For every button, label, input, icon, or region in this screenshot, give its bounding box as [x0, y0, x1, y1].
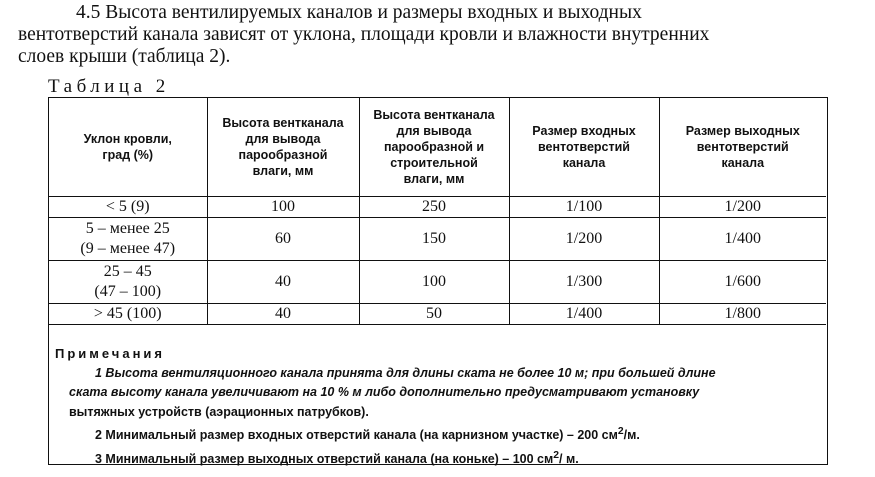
intro-line-3: слоев крыши (таблица 2).: [18, 46, 231, 67]
cell-inlet: 1/400: [509, 304, 659, 325]
table-row: [49, 218, 826, 261]
cell-slope: 5 – менее 25 (9 – менее 47): [49, 218, 207, 261]
note-1-line-1: 1 Высота вентиляционного канала принята для длины ската не более 10 м; при большей длине: [95, 365, 716, 380]
cell-height-vapor: 100: [207, 197, 359, 218]
note-3: 3 Минимальный размер выходных отверстий канала (на коньке) – 100 $см^2/$ м.: [95, 449, 579, 466]
note-1-line-3: вытяжных устройств (аэрационных патрубков).: [69, 404, 369, 419]
cell-height-vapor: 40: [207, 261, 359, 304]
cell-inlet: 1/100: [509, 197, 659, 218]
cell-height-construction: 250: [359, 197, 509, 218]
note-1-line-2: ската высоту канала увеличивают на 10 % м либо дополнительно предусматривают установку: [69, 385, 700, 399]
table-caption: Таблица 2: [48, 76, 170, 97]
cell-height-construction: 150: [359, 218, 509, 261]
intro-line-1: 4.5 Высота вентилируемых каналов и размеры входных и выходных: [76, 2, 642, 23]
vent-table: [49, 98, 826, 325]
cell-outlet: 1/600: [659, 261, 826, 304]
cell-height-vapor: 60: [207, 218, 359, 261]
header-height-construction: Высота вентканала для вывода парообразной и строительной влаги, мм: [359, 98, 509, 197]
table-notes: [55, 344, 815, 469]
cell-outlet: 1/400: [659, 218, 826, 261]
cell-slope: 25 – 45 (47 – 100): [49, 261, 207, 304]
intro-line-2: вентотверстий канала зависят от уклона, площади кровли и влажности внутренних: [18, 24, 710, 45]
cell-outlet: 1/800: [659, 304, 826, 325]
header-row: [49, 98, 826, 197]
cell-height-construction: 50: [359, 304, 509, 325]
cell-inlet: 1/200: [509, 218, 659, 261]
header-height-vapor: Высота вентканала для вывода парообразной влаги, мм: [207, 98, 359, 197]
table-row: [49, 261, 826, 304]
cell-slope: > 45 (100): [49, 304, 207, 325]
header-outlet-size: Размер выходных вентотверстий канала: [659, 98, 826, 197]
table-frame: [48, 97, 828, 465]
header-inlet-size: Размер входных вентотверстий канала: [509, 98, 659, 197]
cell-slope: < 5 (9): [49, 197, 207, 218]
cell-outlet: 1/200: [659, 197, 826, 218]
cell-inlet: 1/300: [509, 261, 659, 304]
intro-paragraph: [18, 2, 858, 68]
header-slope: Уклон кровли, град (%): [49, 98, 207, 197]
cell-height-vapor: 40: [207, 304, 359, 325]
cell-height-construction: 100: [359, 261, 509, 304]
note-2: 2 Минимальный размер входных отверстий канала (на карнизном участке) – 200 $см^2/м$.: [95, 426, 640, 443]
table-row: [49, 197, 826, 218]
table-row: [49, 304, 826, 325]
notes-title: Примечания: [55, 346, 166, 361]
